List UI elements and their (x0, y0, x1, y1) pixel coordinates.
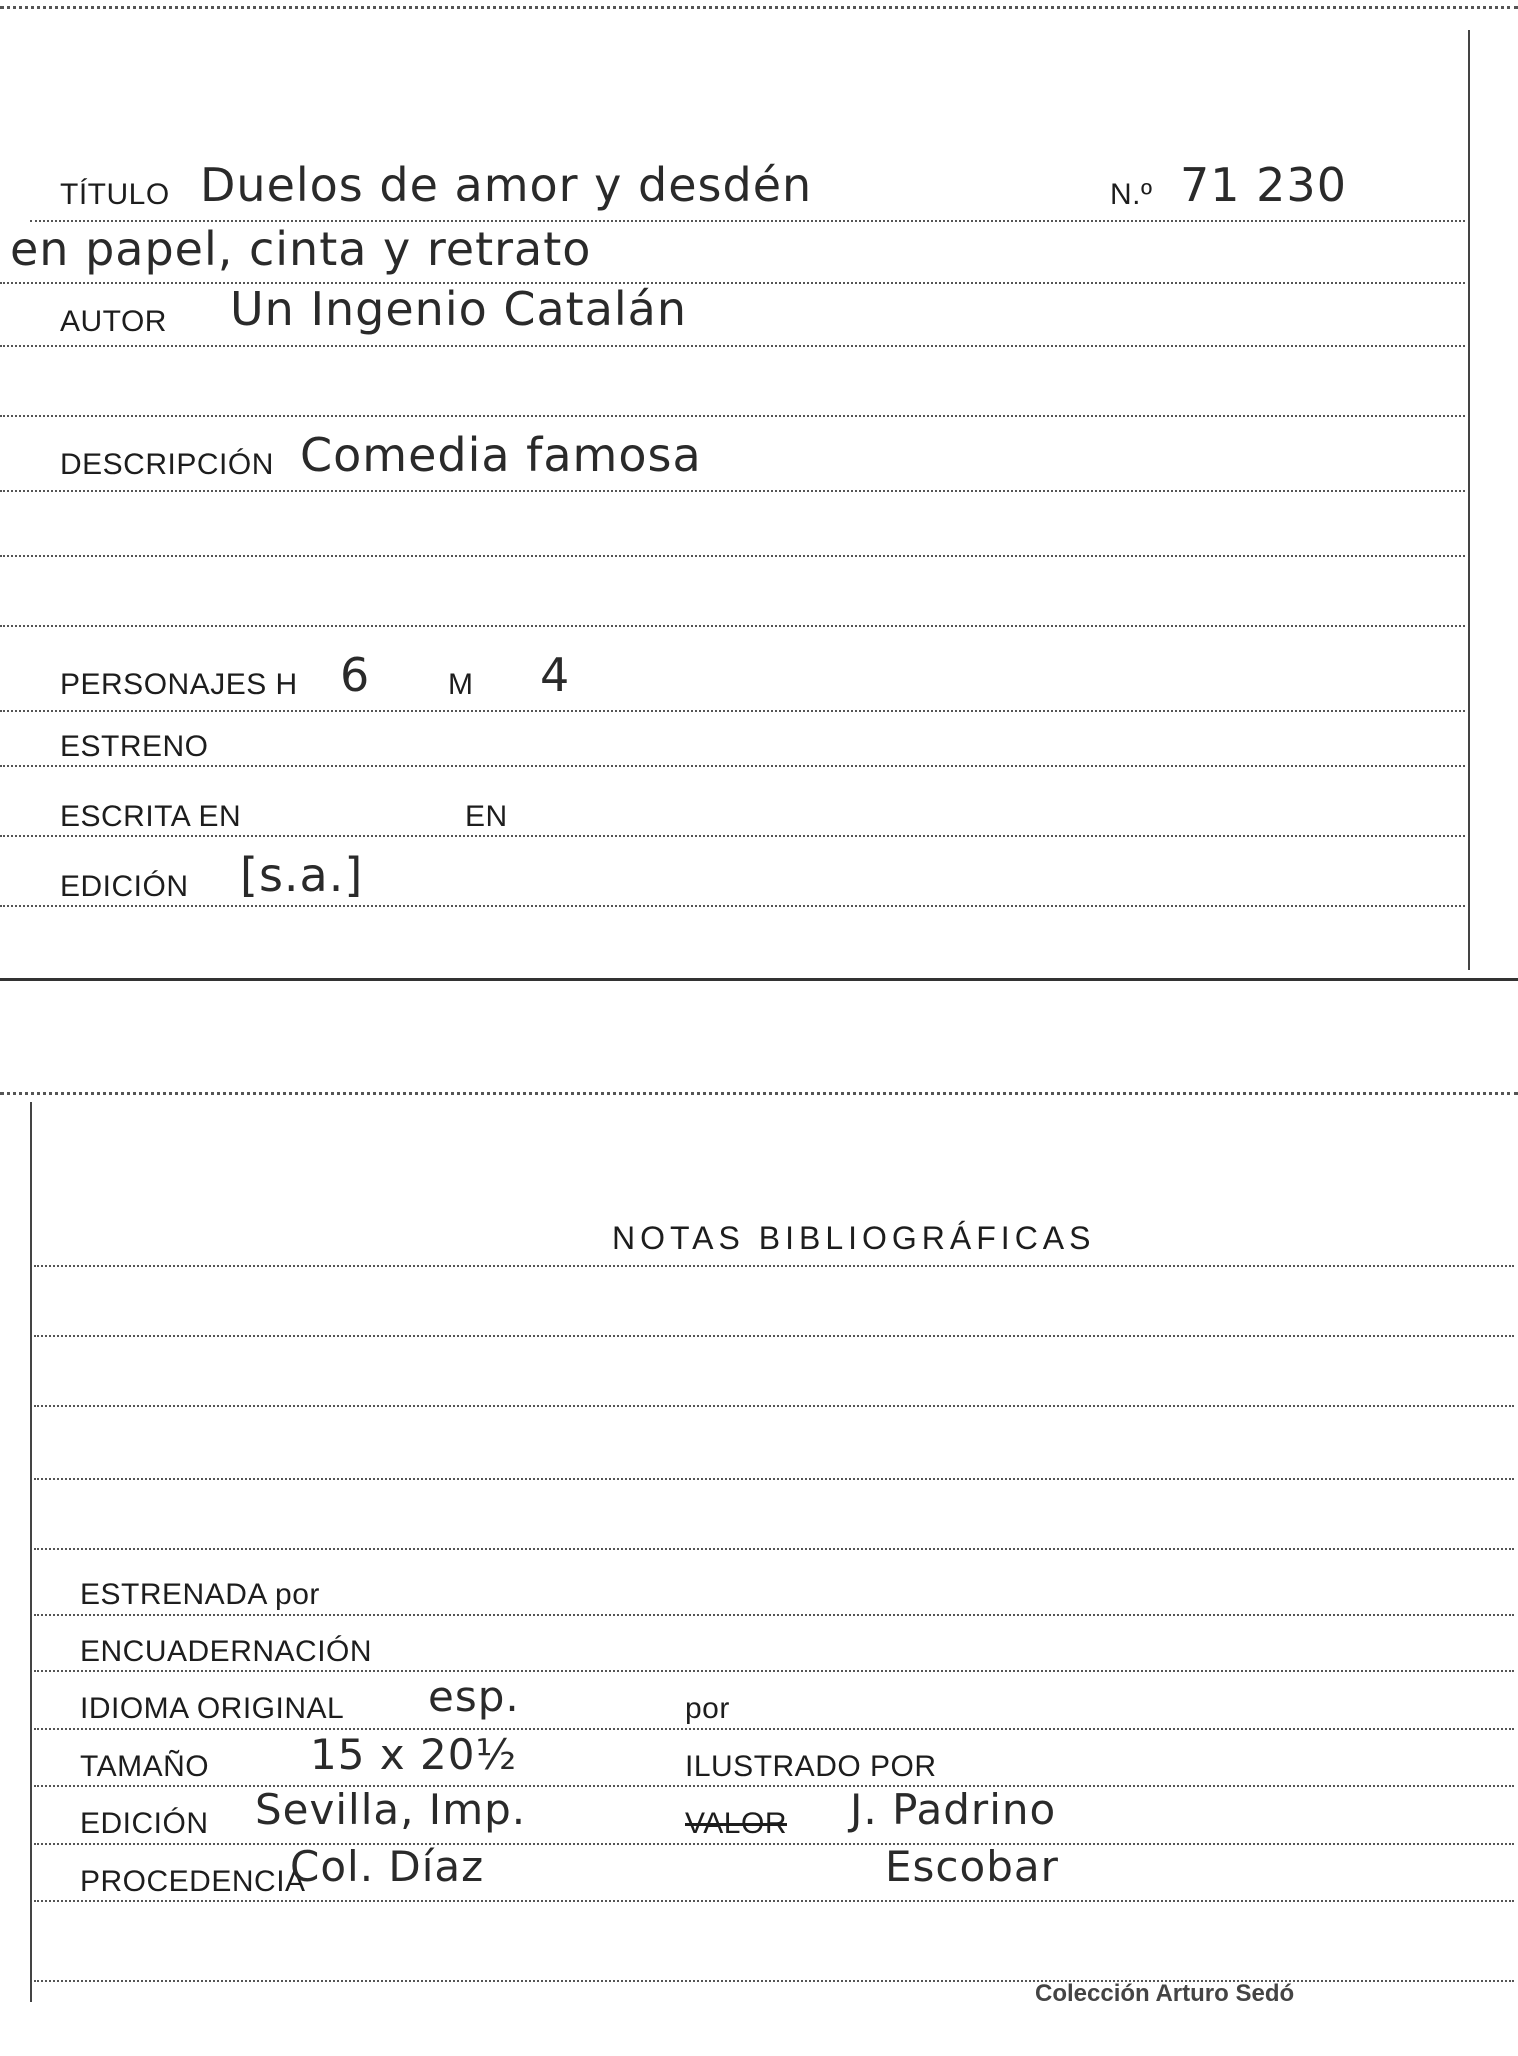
personajes-h-value: 6 (340, 648, 371, 702)
estrenada-label: ESTRENADA por (80, 1578, 320, 1611)
descripcion-value: Comedia famosa (300, 428, 702, 482)
valor-label: VALOR (685, 1807, 787, 1840)
rule-titulo-cont (0, 282, 1465, 284)
rule-estreno (0, 765, 1465, 767)
card-top-edge-back (0, 1092, 1518, 1098)
rule-escrita (0, 835, 1465, 837)
personajes-m-label: M (448, 668, 474, 701)
catalog-card-back (0, 1080, 1518, 2056)
procedencia-value-2: Escobar (885, 1842, 1059, 1891)
personajes-m-value: 4 (540, 648, 571, 702)
tamano-label: TAMAÑO (80, 1750, 210, 1783)
rule-encuadernacion (34, 1670, 1514, 1672)
rule-notas-2 (34, 1335, 1514, 1337)
titulo-cont-value: en papel, cinta y retrato (10, 222, 592, 276)
rule-blank-2 (0, 555, 1465, 557)
rule-procedencia (34, 1900, 1514, 1902)
rule-personajes (0, 710, 1465, 712)
rule-blank-3 (0, 625, 1465, 627)
card-left-edge (30, 1102, 32, 2002)
encuadernacion-label: ENCUADERNACIÓN (80, 1635, 373, 1668)
descripcion-label: DESCRIPCIÓN (60, 448, 274, 481)
rule-notas-3 (34, 1405, 1514, 1407)
catalog-card-front (0, 0, 1518, 980)
rule-notas-5 (34, 1548, 1514, 1550)
rule-blank-1 (0, 415, 1465, 417)
edicion-back-value-2: J. Padrino (850, 1785, 1057, 1834)
procedencia-label: PROCEDENCIA (80, 1865, 306, 1898)
rule-notas (34, 1265, 1514, 1267)
rule-edicion-back (34, 1843, 1514, 1845)
numero-label: N.º (1110, 178, 1153, 211)
notas-heading: NOTAS BIBLIOGRÁFICAS (612, 1220, 1096, 1256)
titulo-label: TÍTULO (60, 178, 170, 211)
rule-edicion (0, 905, 1465, 907)
escrita-en-label: ESCRITA EN (60, 800, 242, 833)
rule-idioma (34, 1728, 1514, 1730)
rule-descripcion (0, 490, 1465, 492)
en-label: EN (465, 800, 508, 833)
edicion-back-label: EDICIÓN (80, 1807, 209, 1840)
card-right-edge (1468, 30, 1470, 970)
idioma-label: IDIOMA ORIGINAL (80, 1692, 345, 1725)
autor-value: Un Ingenio Catalán (230, 282, 688, 336)
personajes-label: PERSONAJES H (60, 668, 298, 701)
por-label: por (685, 1692, 730, 1725)
numero-value: 71 230 (1180, 158, 1347, 212)
ilustrado-label: ILUSTRADO POR (685, 1750, 937, 1783)
edicion-back-value: Sevilla, Imp. (255, 1785, 527, 1834)
estreno-label: ESTRENO (60, 730, 209, 763)
procedencia-value: Col. Díaz (290, 1842, 485, 1891)
autor-label: AUTOR (60, 305, 167, 338)
rule-autor (0, 345, 1465, 347)
rule-notas-4 (34, 1478, 1514, 1480)
edicion-value: [s.a.] (240, 848, 364, 902)
tamano-value: 15 x 20½ (310, 1730, 518, 1779)
idioma-value: esp. (428, 1672, 520, 1721)
rule-estrenada (34, 1614, 1514, 1616)
card-top-edge (0, 6, 1518, 12)
collection-footer: Colección Arturo Sedó (1035, 1980, 1295, 2007)
titulo-value: Duelos de amor y desdén (200, 158, 813, 212)
card-divider (0, 978, 1518, 981)
edicion-label: EDICIÓN (60, 870, 189, 903)
